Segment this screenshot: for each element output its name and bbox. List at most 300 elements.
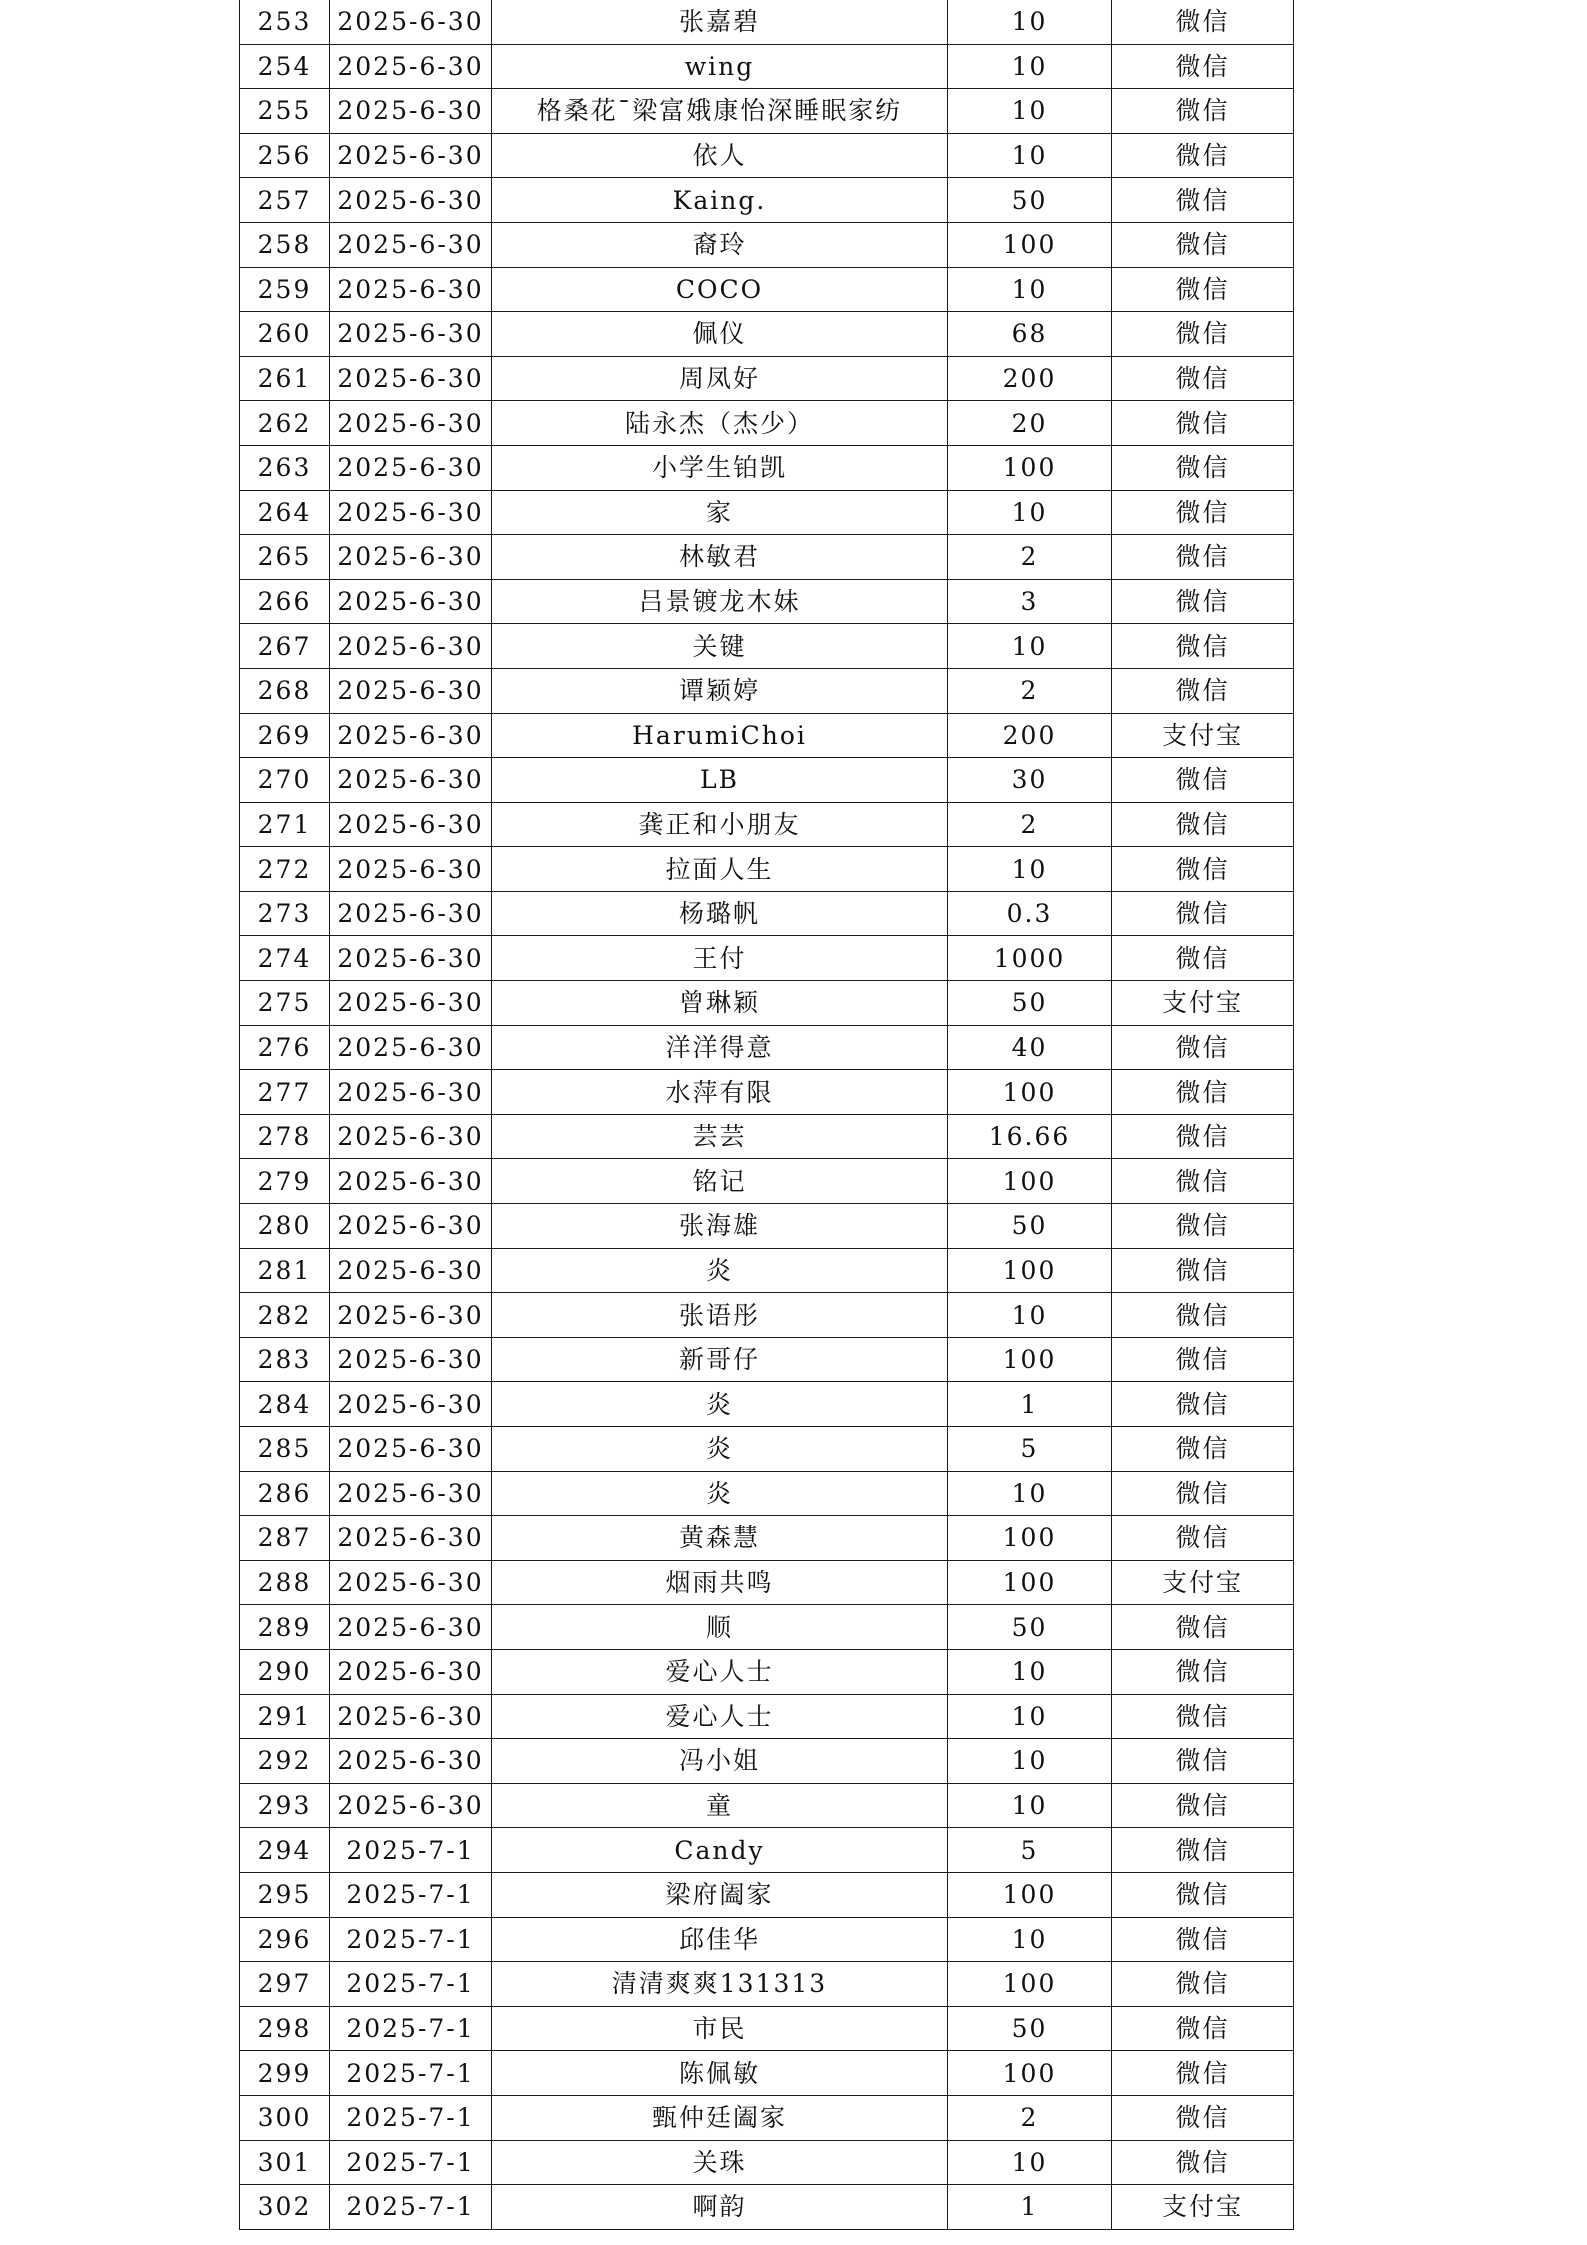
table-row (240, 1025, 1294, 1070)
amount-cell: 10 (948, 2140, 1112, 2185)
date-cell: 2025-7-1 (330, 2185, 492, 2230)
donor-name-cell: 芸芸 (492, 1114, 948, 1159)
payment-method-cell: 微信 (1112, 1516, 1294, 1561)
table-row (240, 222, 1294, 267)
date-cell: 2025-6-30 (330, 1605, 492, 1650)
date-cell: 2025-6-30 (330, 1025, 492, 1070)
donor-name-cell: 邱佳华 (492, 1917, 948, 1962)
payment-method-cell: 微信 (1112, 312, 1294, 357)
date-cell: 2025-7-1 (330, 1962, 492, 2007)
row-number-cell: 255 (240, 89, 330, 134)
date-cell: 2025-6-30 (330, 0, 492, 44)
row-number-cell: 300 (240, 2095, 330, 2140)
table-row (240, 1917, 1294, 1962)
donor-name-cell: 曾琳颖 (492, 981, 948, 1026)
donor-name-cell: 裔玲 (492, 222, 948, 267)
table-row (240, 312, 1294, 357)
payment-method-cell: 微信 (1112, 624, 1294, 669)
table-row (240, 1828, 1294, 1873)
payment-method-cell: 微信 (1112, 44, 1294, 89)
date-cell: 2025-6-30 (330, 1204, 492, 1249)
payment-method-cell: 微信 (1112, 1159, 1294, 1204)
table-row (240, 1159, 1294, 1204)
row-number-cell: 284 (240, 1382, 330, 1427)
table-row (240, 2140, 1294, 2185)
date-cell: 2025-7-1 (330, 2095, 492, 2140)
donor-name-cell: 冯小姐 (492, 1739, 948, 1784)
row-number-cell: 288 (240, 1560, 330, 1605)
table-row (240, 0, 1294, 44)
row-number-cell: 257 (240, 178, 330, 223)
payment-method-cell: 微信 (1112, 2140, 1294, 2185)
amount-cell: 100 (948, 1070, 1112, 1115)
row-number-cell: 301 (240, 2140, 330, 2185)
date-cell: 2025-6-30 (330, 1694, 492, 1739)
amount-cell: 1000 (948, 936, 1112, 981)
payment-method-cell: 微信 (1112, 1828, 1294, 1873)
amount-cell: 200 (948, 356, 1112, 401)
donor-name-cell: 烟雨共鸣 (492, 1560, 948, 1605)
date-cell: 2025-6-30 (330, 133, 492, 178)
amount-cell: 2 (948, 2095, 1112, 2140)
donor-name-cell: HarumiChoi (492, 713, 948, 758)
amount-cell: 20 (948, 401, 1112, 446)
payment-method-cell: 微信 (1112, 2006, 1294, 2051)
amount-cell: 68 (948, 312, 1112, 357)
donor-name-cell: 梁府阖家 (492, 1872, 948, 1917)
donor-name-cell: 陈佩敏 (492, 2051, 948, 2096)
row-number-cell: 281 (240, 1248, 330, 1293)
date-cell: 2025-7-1 (330, 2140, 492, 2185)
payment-method-cell: 微信 (1112, 1649, 1294, 1694)
row-number-cell: 285 (240, 1427, 330, 1472)
donor-name-cell: 杨璐帆 (492, 891, 948, 936)
table-row (240, 1649, 1294, 1694)
table-row (240, 401, 1294, 446)
payment-method-cell: 微信 (1112, 847, 1294, 892)
payment-method-cell: 微信 (1112, 2095, 1294, 2140)
row-number-cell: 266 (240, 579, 330, 624)
payment-method-cell: 微信 (1112, 1248, 1294, 1293)
date-cell: 2025-6-30 (330, 1427, 492, 1472)
row-number-cell: 286 (240, 1471, 330, 1516)
row-number-cell: 272 (240, 847, 330, 892)
payment-method-cell: 微信 (1112, 1025, 1294, 1070)
donor-name-cell: 炎 (492, 1248, 948, 1293)
amount-cell: 50 (948, 2006, 1112, 2051)
table-row (240, 713, 1294, 758)
amount-cell: 100 (948, 1516, 1112, 1561)
amount-cell: 10 (948, 0, 1112, 44)
amount-cell: 0.3 (948, 891, 1112, 936)
table-row (240, 490, 1294, 535)
donor-name-cell: 佩仪 (492, 312, 948, 357)
row-number-cell: 298 (240, 2006, 330, 2051)
payment-method-cell: 支付宝 (1112, 713, 1294, 758)
table-row (240, 267, 1294, 312)
payment-method-cell: 微信 (1112, 802, 1294, 847)
row-number-cell: 279 (240, 1159, 330, 1204)
date-cell: 2025-6-30 (330, 1516, 492, 1561)
date-cell: 2025-6-30 (330, 1783, 492, 1828)
payment-method-cell: 微信 (1112, 1694, 1294, 1739)
row-number-cell: 276 (240, 1025, 330, 1070)
row-number-cell: 282 (240, 1293, 330, 1338)
payment-method-cell: 微信 (1112, 401, 1294, 446)
row-number-cell: 299 (240, 2051, 330, 2096)
payment-method-cell: 微信 (1112, 1293, 1294, 1338)
row-number-cell: 283 (240, 1337, 330, 1382)
row-number-cell: 274 (240, 936, 330, 981)
date-cell: 2025-6-30 (330, 1560, 492, 1605)
date-cell: 2025-6-30 (330, 535, 492, 580)
date-cell: 2025-7-1 (330, 1917, 492, 1962)
row-number-cell: 289 (240, 1605, 330, 1650)
date-cell: 2025-6-30 (330, 1293, 492, 1338)
amount-cell: 5 (948, 1427, 1112, 1472)
date-cell: 2025-6-30 (330, 312, 492, 357)
payment-method-cell: 微信 (1112, 1114, 1294, 1159)
payment-method-cell: 微信 (1112, 0, 1294, 44)
payment-method-cell: 支付宝 (1112, 2185, 1294, 2230)
row-number-cell: 262 (240, 401, 330, 446)
row-number-cell: 261 (240, 356, 330, 401)
row-number-cell: 273 (240, 891, 330, 936)
date-cell: 2025-6-30 (330, 1337, 492, 1382)
amount-cell: 10 (948, 1293, 1112, 1338)
payment-method-cell: 微信 (1112, 356, 1294, 401)
donor-name-cell: 小学生铂凯 (492, 445, 948, 490)
date-cell: 2025-6-30 (330, 1739, 492, 1784)
table-row (240, 2095, 1294, 2140)
amount-cell: 5 (948, 1828, 1112, 1873)
amount-cell: 3 (948, 579, 1112, 624)
table-row (240, 1694, 1294, 1739)
row-number-cell: 253 (240, 0, 330, 44)
date-cell: 2025-6-30 (330, 802, 492, 847)
row-number-cell: 267 (240, 624, 330, 669)
donor-name-cell: COCO (492, 267, 948, 312)
amount-cell: 100 (948, 1560, 1112, 1605)
table-row (240, 2006, 1294, 2051)
amount-cell: 50 (948, 1605, 1112, 1650)
payment-method-cell: 微信 (1112, 1872, 1294, 1917)
table-row (240, 891, 1294, 936)
donor-name-cell: 依人 (492, 133, 948, 178)
amount-cell: 10 (948, 89, 1112, 134)
row-number-cell: 260 (240, 312, 330, 357)
payment-method-cell: 微信 (1112, 668, 1294, 713)
amount-cell: 10 (948, 1694, 1112, 1739)
date-cell: 2025-6-30 (330, 936, 492, 981)
donation-table (239, 0, 1294, 2230)
amount-cell: 10 (948, 1471, 1112, 1516)
amount-cell: 40 (948, 1025, 1112, 1070)
date-cell: 2025-6-30 (330, 178, 492, 223)
date-cell: 2025-6-30 (330, 579, 492, 624)
date-cell: 2025-6-30 (330, 847, 492, 892)
donor-name-cell: LB (492, 758, 948, 803)
payment-method-cell: 微信 (1112, 1337, 1294, 1382)
table-row (240, 1293, 1294, 1338)
payment-method-cell: 微信 (1112, 1739, 1294, 1784)
row-number-cell: 259 (240, 267, 330, 312)
payment-method-cell: 微信 (1112, 758, 1294, 803)
amount-cell: 10 (948, 1649, 1112, 1694)
donor-name-cell: 爱心人士 (492, 1649, 948, 1694)
payment-method-cell: 微信 (1112, 490, 1294, 535)
table-row (240, 1337, 1294, 1382)
donor-name-cell: 铭记 (492, 1159, 948, 1204)
row-number-cell: 254 (240, 44, 330, 89)
table-row (240, 445, 1294, 490)
date-cell: 2025-7-1 (330, 1828, 492, 1873)
amount-cell: 100 (948, 1872, 1112, 1917)
row-number-cell: 278 (240, 1114, 330, 1159)
payment-method-cell: 微信 (1112, 579, 1294, 624)
table-row (240, 1872, 1294, 1917)
date-cell: 2025-6-30 (330, 89, 492, 134)
amount-cell: 200 (948, 713, 1112, 758)
row-number-cell: 287 (240, 1516, 330, 1561)
date-cell: 2025-6-30 (330, 490, 492, 535)
row-number-cell: 295 (240, 1872, 330, 1917)
table-row (240, 579, 1294, 624)
payment-method-cell: 微信 (1112, 936, 1294, 981)
row-number-cell: 256 (240, 133, 330, 178)
row-number-cell: 291 (240, 1694, 330, 1739)
donation-table-body (240, 0, 1294, 2229)
table-row (240, 1070, 1294, 1115)
date-cell: 2025-6-30 (330, 1070, 492, 1115)
date-cell: 2025-6-30 (330, 267, 492, 312)
table-row (240, 133, 1294, 178)
donor-name-cell: 张语彤 (492, 1293, 948, 1338)
amount-cell: 10 (948, 1739, 1112, 1784)
donor-name-cell: 爱心人士 (492, 1694, 948, 1739)
amount-cell: 100 (948, 1962, 1112, 2007)
donor-name-cell: Kaing. (492, 178, 948, 223)
donor-name-cell: 甄仲廷阖家 (492, 2095, 948, 2140)
table-row (240, 535, 1294, 580)
table-row (240, 1427, 1294, 1472)
date-cell: 2025-6-30 (330, 1382, 492, 1427)
donor-name-cell: 谭颖婷 (492, 668, 948, 713)
donor-name-cell: 清清爽爽131313 (492, 1962, 948, 2007)
row-number-cell: 269 (240, 713, 330, 758)
row-number-cell: 270 (240, 758, 330, 803)
donor-name-cell: 拉面人生 (492, 847, 948, 892)
table-row (240, 2051, 1294, 2096)
table-row (240, 1962, 1294, 2007)
payment-method-cell: 微信 (1112, 1382, 1294, 1427)
donor-name-cell: 啊韵 (492, 2185, 948, 2230)
amount-cell: 100 (948, 1159, 1112, 1204)
donor-name-cell: 童 (492, 1783, 948, 1828)
amount-cell: 2 (948, 668, 1112, 713)
table-row (240, 178, 1294, 223)
row-number-cell: 275 (240, 981, 330, 1026)
amount-cell: 50 (948, 981, 1112, 1026)
amount-cell: 100 (948, 445, 1112, 490)
date-cell: 2025-6-30 (330, 222, 492, 267)
row-number-cell: 293 (240, 1783, 330, 1828)
row-number-cell: 258 (240, 222, 330, 267)
date-cell: 2025-6-30 (330, 1471, 492, 1516)
donor-name-cell: 龚正和小朋友 (492, 802, 948, 847)
table-row (240, 802, 1294, 847)
table-row (240, 847, 1294, 892)
payment-method-cell: 微信 (1112, 1204, 1294, 1249)
date-cell: 2025-7-1 (330, 1872, 492, 1917)
row-number-cell: 263 (240, 445, 330, 490)
amount-cell: 100 (948, 2051, 1112, 2096)
date-cell: 2025-6-30 (330, 44, 492, 89)
payment-method-cell: 微信 (1112, 267, 1294, 312)
payment-method-cell: 微信 (1112, 445, 1294, 490)
payment-method-cell: 支付宝 (1112, 981, 1294, 1026)
row-number-cell: 290 (240, 1649, 330, 1694)
donor-name-cell: 吕景镀龙木妹 (492, 579, 948, 624)
date-cell: 2025-6-30 (330, 1114, 492, 1159)
donor-name-cell: 家 (492, 490, 948, 535)
table-row (240, 981, 1294, 1026)
amount-cell: 10 (948, 847, 1112, 892)
payment-method-cell: 微信 (1112, 2051, 1294, 2096)
table-row (240, 1114, 1294, 1159)
amount-cell: 1 (948, 1382, 1112, 1427)
row-number-cell: 277 (240, 1070, 330, 1115)
donor-name-cell: 张海雄 (492, 1204, 948, 1249)
donor-name-cell: 陆永杰（杰少） (492, 401, 948, 446)
row-number-cell: 265 (240, 535, 330, 580)
date-cell: 2025-7-1 (330, 2006, 492, 2051)
row-number-cell: 264 (240, 490, 330, 535)
amount-cell: 1 (948, 2185, 1112, 2230)
payment-method-cell: 微信 (1112, 1471, 1294, 1516)
donor-name-cell: 炎 (492, 1382, 948, 1427)
date-cell: 2025-6-30 (330, 356, 492, 401)
amount-cell: 10 (948, 133, 1112, 178)
payment-method-cell: 微信 (1112, 1605, 1294, 1650)
table-row (240, 356, 1294, 401)
table-row (240, 44, 1294, 89)
date-cell: 2025-7-1 (330, 2051, 492, 2096)
amount-cell: 30 (948, 758, 1112, 803)
donor-name-cell: 周凤好 (492, 356, 948, 401)
date-cell: 2025-6-30 (330, 445, 492, 490)
row-number-cell: 268 (240, 668, 330, 713)
row-number-cell: 292 (240, 1739, 330, 1784)
amount-cell: 50 (948, 1204, 1112, 1249)
date-cell: 2025-6-30 (330, 668, 492, 713)
date-cell: 2025-6-30 (330, 891, 492, 936)
donor-name-cell: 王付 (492, 936, 948, 981)
amount-cell: 2 (948, 802, 1112, 847)
donor-name-cell: 洋洋得意 (492, 1025, 948, 1070)
table-row (240, 758, 1294, 803)
date-cell: 2025-6-30 (330, 758, 492, 803)
amount-cell: 10 (948, 490, 1112, 535)
table-row (240, 936, 1294, 981)
row-number-cell: 296 (240, 1917, 330, 1962)
payment-method-cell: 微信 (1112, 222, 1294, 267)
payment-method-cell: 微信 (1112, 1917, 1294, 1962)
date-cell: 2025-6-30 (330, 981, 492, 1026)
row-number-cell: 297 (240, 1962, 330, 2007)
amount-cell: 50 (948, 178, 1112, 223)
amount-cell: 10 (948, 1783, 1112, 1828)
payment-method-cell: 微信 (1112, 1962, 1294, 2007)
donor-name-cell: 水萍有限 (492, 1070, 948, 1115)
table-row (240, 89, 1294, 134)
row-number-cell: 280 (240, 1204, 330, 1249)
amount-cell: 100 (948, 1248, 1112, 1293)
donor-name-cell: wing (492, 44, 948, 89)
payment-method-cell: 微信 (1112, 535, 1294, 580)
table-row (240, 668, 1294, 713)
table-row (240, 1739, 1294, 1784)
date-cell: 2025-6-30 (330, 624, 492, 669)
amount-cell: 2 (948, 535, 1112, 580)
amount-cell: 100 (948, 1337, 1112, 1382)
row-number-cell: 302 (240, 2185, 330, 2230)
table-row (240, 1204, 1294, 1249)
payment-method-cell: 微信 (1112, 1783, 1294, 1828)
donor-name-cell: 黄森慧 (492, 1516, 948, 1561)
amount-cell: 10 (948, 44, 1112, 89)
amount-cell: 10 (948, 1917, 1112, 1962)
table-row (240, 1560, 1294, 1605)
date-cell: 2025-6-30 (330, 713, 492, 758)
payment-method-cell: 微信 (1112, 89, 1294, 134)
payment-method-cell: 支付宝 (1112, 1560, 1294, 1605)
table-row (240, 624, 1294, 669)
payment-method-cell: 微信 (1112, 1070, 1294, 1115)
donor-name-cell: 格桑花¯梁富娥康怡深睡眠家纺 (492, 89, 948, 134)
payment-method-cell: 微信 (1112, 891, 1294, 936)
amount-cell: 10 (948, 267, 1112, 312)
donor-name-cell: 关键 (492, 624, 948, 669)
row-number-cell: 294 (240, 1828, 330, 1873)
amount-cell: 100 (948, 222, 1112, 267)
donor-name-cell: 关珠 (492, 2140, 948, 2185)
amount-cell: 16.66 (948, 1114, 1112, 1159)
donor-name-cell: 市民 (492, 2006, 948, 2051)
payment-method-cell: 微信 (1112, 178, 1294, 223)
table-row (240, 1783, 1294, 1828)
table-row (240, 1471, 1294, 1516)
date-cell: 2025-6-30 (330, 1159, 492, 1204)
donor-name-cell: 顺 (492, 1605, 948, 1650)
row-number-cell: 271 (240, 802, 330, 847)
table-row (240, 1248, 1294, 1293)
donor-name-cell: 新哥仔 (492, 1337, 948, 1382)
payment-method-cell: 微信 (1112, 1427, 1294, 1472)
date-cell: 2025-6-30 (330, 401, 492, 446)
donor-name-cell: Candy (492, 1828, 948, 1873)
date-cell: 2025-6-30 (330, 1248, 492, 1293)
donor-name-cell: 炎 (492, 1427, 948, 1472)
table-row (240, 1382, 1294, 1427)
table-row (240, 1516, 1294, 1561)
payment-method-cell: 微信 (1112, 133, 1294, 178)
amount-cell: 10 (948, 624, 1112, 669)
donor-name-cell: 张嘉碧 (492, 0, 948, 44)
table-row (240, 2185, 1294, 2230)
date-cell: 2025-6-30 (330, 1649, 492, 1694)
donor-name-cell: 炎 (492, 1471, 948, 1516)
